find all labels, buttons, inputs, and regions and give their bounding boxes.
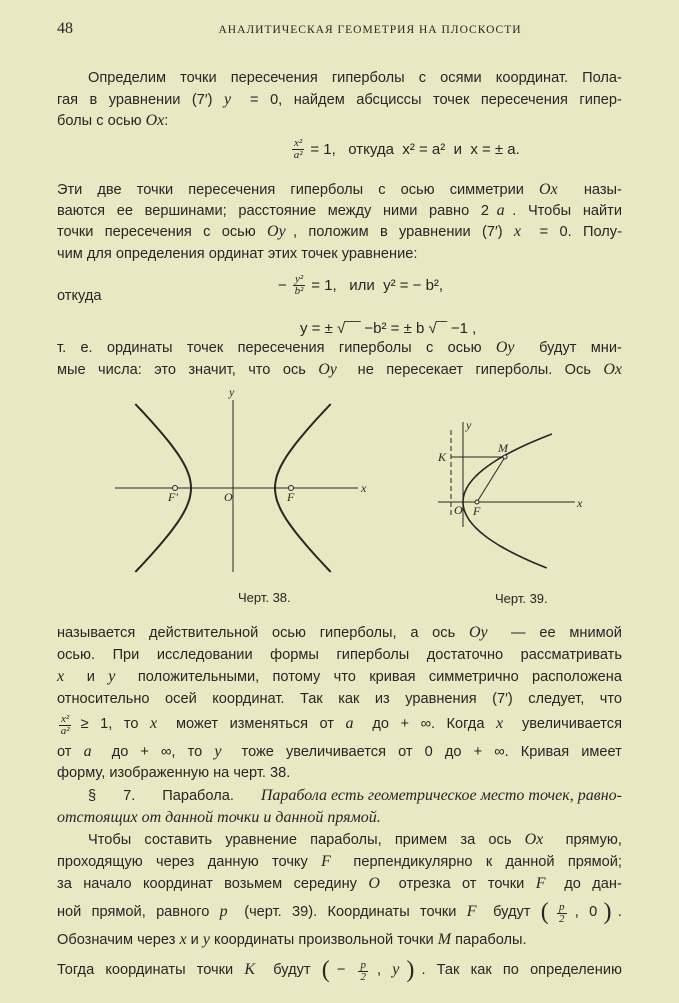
- text-word: от: [319, 716, 339, 732]
- text-word: относительно: [57, 691, 154, 707]
- text-word: +: [473, 744, 487, 760]
- text-word: пересечения: [188, 182, 280, 198]
- fig38-label-f-prime: F′: [168, 490, 178, 504]
- numerator: y²: [294, 273, 304, 285]
- text-word: от: [57, 744, 76, 760]
- text-word: перпендикулярно: [353, 854, 477, 870]
- italic-text: x: [513, 223, 522, 240]
- text-word: §: [88, 788, 101, 804]
- fig39-label-k: K: [438, 450, 447, 464]
- point-m: [503, 455, 507, 459]
- text-word: 38.: [270, 765, 291, 781]
- text-word: положим: [308, 224, 373, 240]
- text-word: ∞.: [494, 744, 513, 760]
- text-word: уравнения: [405, 691, 481, 707]
- text-word: ,: [377, 962, 386, 978]
- text-word: две: [97, 182, 126, 198]
- italic-text: x: [57, 668, 65, 685]
- text-word: формы: [270, 647, 323, 663]
- italic-text: Ox: [539, 181, 558, 198]
- text-word: точки: [196, 962, 238, 978]
- text-word: осью: [447, 340, 486, 356]
- text-word: осью: [272, 625, 311, 641]
- text-word: назы-: [583, 182, 622, 198]
- text-word: симметрично: [428, 669, 523, 685]
- parenthesis: (: [321, 957, 330, 983]
- text-word: возьмем: [224, 876, 287, 892]
- text-word: (7′): [492, 691, 517, 707]
- text-word: координаты: [105, 962, 190, 978]
- text-word: увеличивается: [285, 744, 391, 760]
- text-word: пересекает: [386, 362, 468, 378]
- text-word: Чтобы: [88, 832, 136, 848]
- text-word: ее: [116, 203, 138, 219]
- text-word: к: [485, 854, 497, 870]
- text-word: координат: [143, 876, 217, 892]
- formula-text: = 1, откуда x² = a² и x = ± a.: [306, 141, 520, 158]
- italic-text: a: [83, 743, 92, 760]
- text-word: а: [410, 625, 423, 641]
- text-word: (7′): [482, 224, 507, 240]
- italic-text: y: [202, 931, 210, 948]
- text-word: имеет: [581, 744, 622, 760]
- text-word: мнимой: [569, 625, 622, 641]
- text-word: с: [378, 182, 390, 198]
- text-word: точки: [397, 932, 438, 948]
- text-word: 0,: [270, 92, 287, 108]
- text-word: 2: [480, 203, 489, 219]
- text-word: как: [338, 691, 364, 707]
- parenthesis: ): [406, 957, 415, 983]
- text-word: чим: [57, 246, 87, 262]
- text-word: пересечения: [480, 92, 572, 108]
- text-word: точек: [186, 340, 228, 356]
- text-word: ≥: [80, 716, 93, 732]
- text-word: вершинами;: [144, 203, 231, 219]
- text-word: равно: [429, 203, 474, 219]
- text-word: называется: [57, 625, 140, 641]
- text-word: изображенную: [109, 765, 214, 781]
- text-word: между: [327, 203, 376, 219]
- formula-text: = 1, или y² = − b²,: [307, 277, 444, 294]
- fig39-label-f: F: [473, 504, 481, 518]
- text-word: откуда: [57, 288, 102, 304]
- text-word: начало: [83, 876, 136, 892]
- text-word: гиперболы: [336, 647, 414, 663]
- italic-text: x: [179, 931, 187, 948]
- denominator: 2: [360, 971, 366, 983]
- text-word: точки: [180, 70, 221, 86]
- text-word: гиперболы: [290, 182, 368, 198]
- italic-text: Oy: [495, 339, 515, 356]
- page-number: 48: [57, 20, 73, 37]
- text-word: форму,: [57, 765, 110, 781]
- text-word: рассматривать: [520, 647, 622, 663]
- text-word: из: [374, 691, 394, 707]
- text-word: по: [502, 962, 523, 978]
- text-word: Так: [436, 962, 464, 978]
- text-word: найдем: [293, 92, 349, 108]
- text-word: следует,: [528, 691, 589, 707]
- text-word: 0: [589, 904, 598, 920]
- text-word: до: [111, 744, 133, 760]
- text-word: Эти: [57, 182, 87, 198]
- text-word: за: [460, 832, 480, 848]
- fig38-label-o: O: [224, 490, 233, 504]
- italic-text: Ox: [145, 112, 165, 129]
- text-word: −: [336, 962, 350, 978]
- text-word: до: [564, 876, 585, 892]
- text-word: с: [425, 340, 438, 356]
- text-word: прямую,: [565, 832, 622, 848]
- text-word: Определим: [88, 70, 171, 86]
- text-word: гая: [57, 92, 83, 108]
- text-word: ось: [488, 832, 516, 848]
- text-word: осью: [107, 113, 146, 129]
- text-word: болы: [57, 113, 97, 129]
- text-word: (7′): [191, 92, 217, 108]
- text-word: тоже: [241, 744, 278, 760]
- italic-text: x: [495, 715, 504, 732]
- denominator: a²: [293, 149, 303, 161]
- text-word: параболы.: [455, 932, 527, 948]
- italic-text: x: [149, 715, 158, 732]
- denominator: b²: [294, 285, 304, 297]
- text-word: с: [203, 224, 215, 240]
- text-word: для: [86, 246, 116, 262]
- text-word: то: [187, 744, 207, 760]
- text-word: данной: [505, 854, 559, 870]
- text-word: до: [444, 744, 466, 760]
- text-word: пересечения: [104, 224, 196, 240]
- text-word: ∞,: [161, 744, 180, 760]
- text-word: через: [137, 932, 180, 948]
- text-word: в: [89, 92, 102, 108]
- text-word: будут: [539, 340, 581, 356]
- text-word: до: [372, 716, 394, 732]
- figure-38-caption: Черт. 38.: [238, 590, 291, 605]
- italic-text: F: [466, 903, 477, 920]
- italic-text: y: [392, 961, 400, 978]
- denominator: 2: [559, 913, 565, 925]
- text-word: Чтобы: [527, 203, 576, 219]
- text-word: с: [418, 70, 431, 86]
- text-word: симметрии: [449, 182, 529, 198]
- text-word: При: [112, 647, 144, 663]
- italic-text: M: [437, 931, 452, 948]
- parenthesis: ): [603, 899, 612, 925]
- fig38-label-y: y: [229, 385, 235, 399]
- text-word: действительной: [149, 625, 263, 641]
- text-word: дан-: [592, 876, 622, 892]
- text-word: уравнении: [108, 92, 185, 108]
- text-word: координат.: [495, 70, 573, 86]
- text-word: этих: [267, 246, 302, 262]
- numerator: x²: [61, 713, 70, 725]
- italic-text: Ox: [524, 831, 544, 848]
- text-word: составить: [144, 832, 217, 848]
- text-word: Так: [299, 691, 327, 707]
- text-word: с: [96, 113, 108, 129]
- text-word: +: [400, 716, 414, 732]
- text-word: середину: [293, 876, 361, 892]
- text-word: прямой;: [567, 854, 622, 870]
- text-word: положительными,: [137, 669, 264, 685]
- text-word: Пола-: [582, 70, 622, 86]
- text-word: +: [140, 744, 153, 760]
- text-word: точки: [420, 904, 461, 920]
- text-word: от: [461, 876, 481, 892]
- text-word: ,: [574, 904, 583, 920]
- text-word: как: [470, 962, 496, 978]
- italic-text: Ox: [603, 361, 622, 378]
- text-word: проходящую: [57, 854, 147, 870]
- text-word: найти: [582, 203, 622, 219]
- text-word: будут: [273, 962, 315, 978]
- fig39-label-o: O: [454, 503, 463, 517]
- denominator: a²: [60, 725, 70, 737]
- text-word: произвольной: [298, 932, 398, 948]
- italic-text: F: [321, 853, 331, 870]
- text-word: отрезка: [398, 876, 455, 892]
- text-word: пересечения: [237, 340, 329, 356]
- text-word: будут: [493, 904, 535, 920]
- text-word: Полу-: [582, 224, 622, 240]
- text-word: и: [190, 932, 203, 948]
- text-word: мни-: [590, 340, 622, 356]
- text-word: гиперболы: [331, 70, 409, 86]
- italic-text: a: [496, 202, 505, 219]
- text-word: точки: [57, 224, 98, 240]
- text-word: данную: [207, 854, 263, 870]
- text-word: е.: [80, 340, 97, 356]
- text-word: ной: [57, 904, 86, 920]
- text-word: Кривая: [520, 744, 574, 760]
- formula-imaginary: y = ± √‾‾‾ −b² = ± b √‾‾ −1 ,: [300, 320, 477, 337]
- figure-38-hyperbola: [115, 400, 358, 572]
- text-word: определения: [115, 246, 209, 262]
- running-head: АНАЛИТИЧЕСКАЯ ГЕОМЕТРИЯ НА ПЛОСКОСТИ: [218, 24, 522, 36]
- text-word: 0: [424, 744, 437, 760]
- text-word: 0.: [559, 224, 576, 240]
- text-word: Тогда: [57, 962, 99, 978]
- text-word: достаточно: [426, 647, 508, 663]
- text-word: Когда: [446, 716, 489, 732]
- text-word: через: [156, 854, 199, 870]
- italic-text: Oy: [468, 624, 488, 641]
- text-word: осью: [221, 224, 260, 240]
- text-word: и: [86, 669, 99, 685]
- italic-text: y: [108, 668, 116, 685]
- text-word: гиперболы.: [475, 362, 557, 378]
- text-word: что: [599, 691, 622, 707]
- text-word: изменяться: [229, 716, 313, 732]
- italic-text: Oy: [318, 361, 337, 378]
- text-word: значит,: [188, 362, 240, 378]
- figure-39-caption: Черт. 39.: [495, 591, 548, 606]
- parenthesis: (: [540, 899, 549, 925]
- text-word: координаты: [214, 932, 299, 948]
- text-word: гиперболы: [338, 340, 416, 356]
- text-word: исследовании: [156, 647, 257, 663]
- text-word: расположена: [532, 669, 622, 685]
- text-word: уравнение: [225, 832, 302, 848]
- text-word: кривая: [369, 669, 420, 685]
- text-word: ось: [432, 625, 460, 641]
- text-word: точек: [301, 246, 342, 262]
- text-word: точки: [136, 182, 178, 198]
- italic-text: Парабола есть геометрическое место точек, равно-: [260, 787, 622, 804]
- numerator: p: [559, 901, 565, 913]
- text-word: Обозначим: [57, 932, 138, 948]
- text-word: уравнение:: [341, 246, 418, 262]
- text-word: числа:: [98, 362, 146, 378]
- text-word: пересечения: [230, 70, 322, 86]
- text-word: за: [57, 876, 76, 892]
- text-word: осями: [440, 70, 486, 86]
- text-word: то: [123, 716, 143, 732]
- text-word: =: [539, 224, 553, 240]
- fig39-label-y: y: [466, 418, 472, 432]
- text-word: ее: [539, 625, 560, 641]
- text-word: может: [176, 716, 223, 732]
- text-word: гиперболы,: [319, 625, 401, 641]
- text-word: Ось: [564, 362, 595, 378]
- text-word: расстояние: [238, 203, 321, 219]
- text-word: (черт.: [244, 904, 286, 920]
- text-word: на: [213, 765, 234, 781]
- italic-text: y: [224, 91, 232, 108]
- text-word: увеличивается: [521, 716, 622, 732]
- text-word: в: [379, 224, 392, 240]
- italic-text: a: [345, 715, 354, 732]
- text-word: это: [154, 362, 181, 378]
- text-word: координат.: [212, 691, 289, 707]
- text-word: =: [250, 92, 263, 108]
- text-word: определению: [530, 962, 622, 978]
- text-word: ординаты: [106, 340, 177, 356]
- text-word: ∞.: [420, 716, 440, 732]
- numerator: p: [360, 959, 366, 971]
- minus-sign: −: [278, 277, 291, 294]
- text-word: что: [333, 669, 360, 685]
- text-word: абсциссы: [356, 92, 426, 108]
- text-word: ординат: [208, 246, 268, 262]
- text-word: осью: [400, 182, 439, 198]
- text-word: что: [248, 362, 275, 378]
- text-word: ними: [382, 203, 422, 219]
- text-word: .: [421, 962, 430, 978]
- italic-text: K: [244, 961, 255, 978]
- text-word: 39).: [292, 904, 322, 920]
- text-word: не: [357, 362, 378, 378]
- text-word: параболы,: [310, 832, 386, 848]
- text-word: точку: [272, 854, 312, 870]
- text-word: Координаты: [327, 904, 414, 920]
- text-word: равного: [156, 904, 214, 920]
- text-word: уравнении: [399, 224, 475, 240]
- text-word: ваются: [57, 203, 110, 219]
- text-word: ,: [292, 224, 302, 240]
- text-word: 1,: [100, 716, 117, 732]
- italic-text: y: [214, 743, 222, 760]
- text-word: :: [164, 113, 169, 129]
- text-word: примем: [394, 832, 452, 848]
- text-word: прямой,: [91, 904, 150, 920]
- text-word: от: [398, 744, 417, 760]
- text-word: осью.: [57, 647, 100, 663]
- fig38-label-f: F: [287, 490, 295, 504]
- fig38-label-x: x: [361, 481, 367, 495]
- italic-text: отстоящих от данной точки и данной прямой.: [57, 809, 381, 826]
- fig39-label-m: M: [498, 441, 508, 455]
- text-word: .: [512, 203, 521, 219]
- fig39-label-x: x: [577, 496, 583, 510]
- italic-text: p: [219, 903, 228, 920]
- text-word: —: [511, 625, 530, 641]
- text-word: гипер-: [579, 92, 622, 108]
- text-word: Парабола.: [162, 788, 238, 804]
- text-word: точки: [487, 876, 529, 892]
- italic-text: O: [368, 875, 380, 892]
- text-word: ось: [282, 362, 310, 378]
- italic-text: F: [535, 875, 546, 892]
- text-word: 7.: [123, 788, 140, 804]
- text-word: .: [617, 904, 622, 920]
- text-word: мые: [57, 362, 90, 378]
- text-word: осей: [165, 691, 201, 707]
- text-word: т.: [57, 340, 71, 356]
- text-word: точек: [432, 92, 474, 108]
- italic-text: Oy: [267, 223, 286, 240]
- numerator: x²: [294, 137, 303, 149]
- text-word: потому: [272, 669, 325, 685]
- text-word: черт.: [233, 765, 271, 781]
